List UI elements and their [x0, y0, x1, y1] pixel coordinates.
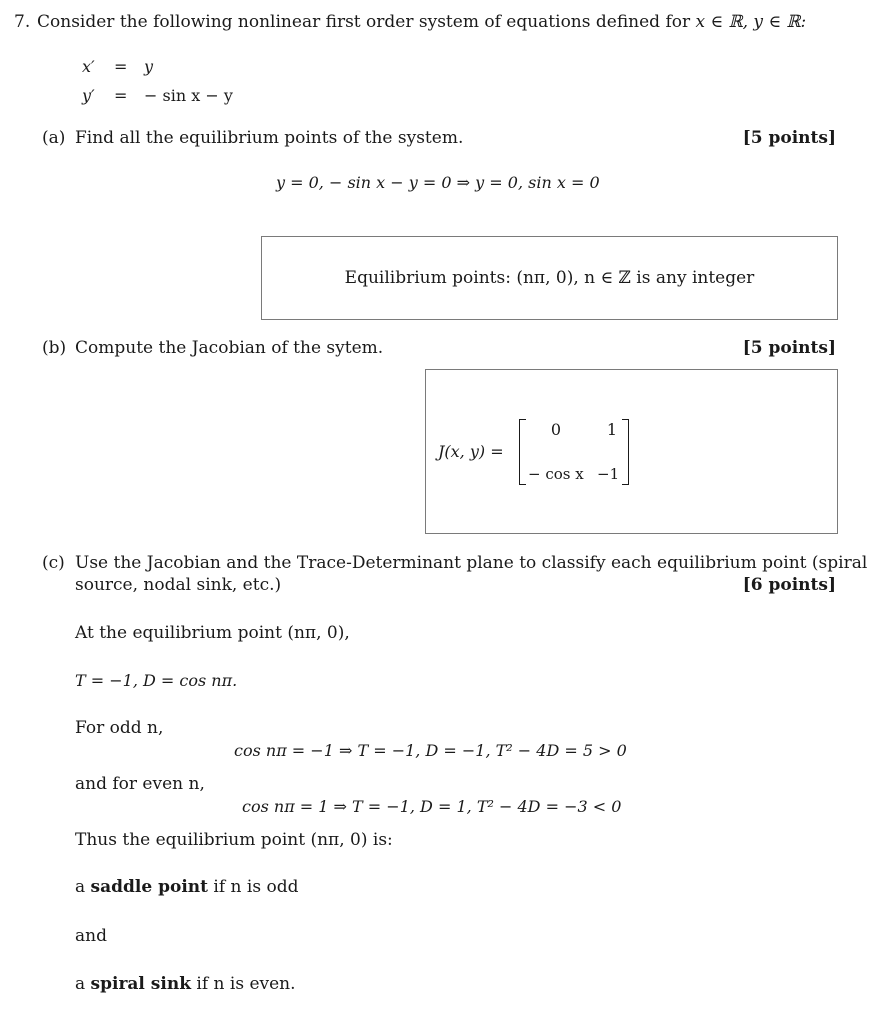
part-b-points: [5 points]: [742, 338, 836, 358]
matrix-cell-11: 0: [550, 420, 562, 439]
eq2-equals: =: [114, 86, 128, 105]
jacobian-lhs: J(x, y) =: [438, 442, 504, 461]
question-intro-text: Consider the following nonlinear first order system of equations defined for: [37, 12, 691, 32]
spiral-prefix: a: [75, 974, 86, 994]
spiral-conclusion: [75, 974, 296, 994]
part-b-label: (b): [42, 338, 67, 358]
saddle-point-term: saddle point: [90, 877, 208, 897]
saddle-prefix: a: [75, 877, 86, 897]
question-domain: x ∈ ℝ, y ∈ ℝ:: [695, 12, 807, 32]
even-case-equation: cos nπ = 1 ⇒ T = −1, D = 1, T² − 4D = −3 < 0: [242, 797, 622, 816]
thus-text: Thus the equilibrium point (nπ, 0) is:: [75, 830, 393, 850]
matrix-right-bracket: [622, 419, 629, 485]
part-a-answer-box: [261, 236, 838, 320]
spiral-sink-term: spiral sink: [90, 974, 191, 994]
part-a-text: Find all the equilibrium points of the system.: [75, 128, 464, 148]
matrix-cell-22: −1: [597, 465, 620, 483]
part-c-text-line1: Use the Jacobian and the Trace-Determinant plane to classify each equilibrium point (spiral: [75, 553, 868, 573]
part-a-points: [5 points]: [742, 128, 836, 148]
question-number: 7.: [14, 12, 31, 32]
saddle-conclusion: [75, 877, 298, 897]
for-even-text: and for even n,: [75, 774, 205, 794]
matrix-left-bracket: [519, 419, 526, 485]
spiral-suffix: if n is even.: [196, 974, 296, 994]
eq1-rhs: y: [144, 57, 154, 76]
eq2-lhs: y′: [82, 86, 95, 105]
matrix-cell-12: 1: [606, 420, 618, 439]
part-a-derivation: y = 0, − sin x − y = 0 ⇒ y = 0, sin x = 0: [276, 173, 600, 192]
part-c-text-line2: source, nodal sink, etc.): [75, 575, 282, 595]
jacobian-box: [425, 369, 838, 534]
eq2-rhs: − sin x − y: [144, 86, 233, 105]
eq1-lhs: x′: [82, 57, 95, 76]
matrix-cell-21: − cos x: [528, 465, 584, 483]
question-intro: [37, 12, 806, 32]
part-a-label: (a): [42, 128, 66, 148]
part-c-label: (c): [42, 553, 65, 573]
odd-case-equation: cos nπ = −1 ⇒ T = −1, D = −1, T² − 4D = 5 > 0: [234, 741, 627, 760]
trace-determinant: T = −1, D = cos nπ.: [75, 671, 238, 690]
part-b-text: Compute the Jacobian of the sytem.: [75, 338, 384, 358]
at-equilibrium-text: At the equilibrium point (nπ, 0),: [75, 623, 350, 643]
eq1-equals: =: [114, 57, 128, 76]
saddle-suffix: if n is odd: [213, 877, 299, 897]
part-a-answer: Equilibrium points: (nπ, 0), n ∈ ℤ is any integer: [344, 268, 755, 288]
and-text: and: [75, 926, 107, 946]
part-c-points: [6 points]: [742, 575, 836, 595]
for-odd-text: For odd n,: [75, 718, 164, 738]
